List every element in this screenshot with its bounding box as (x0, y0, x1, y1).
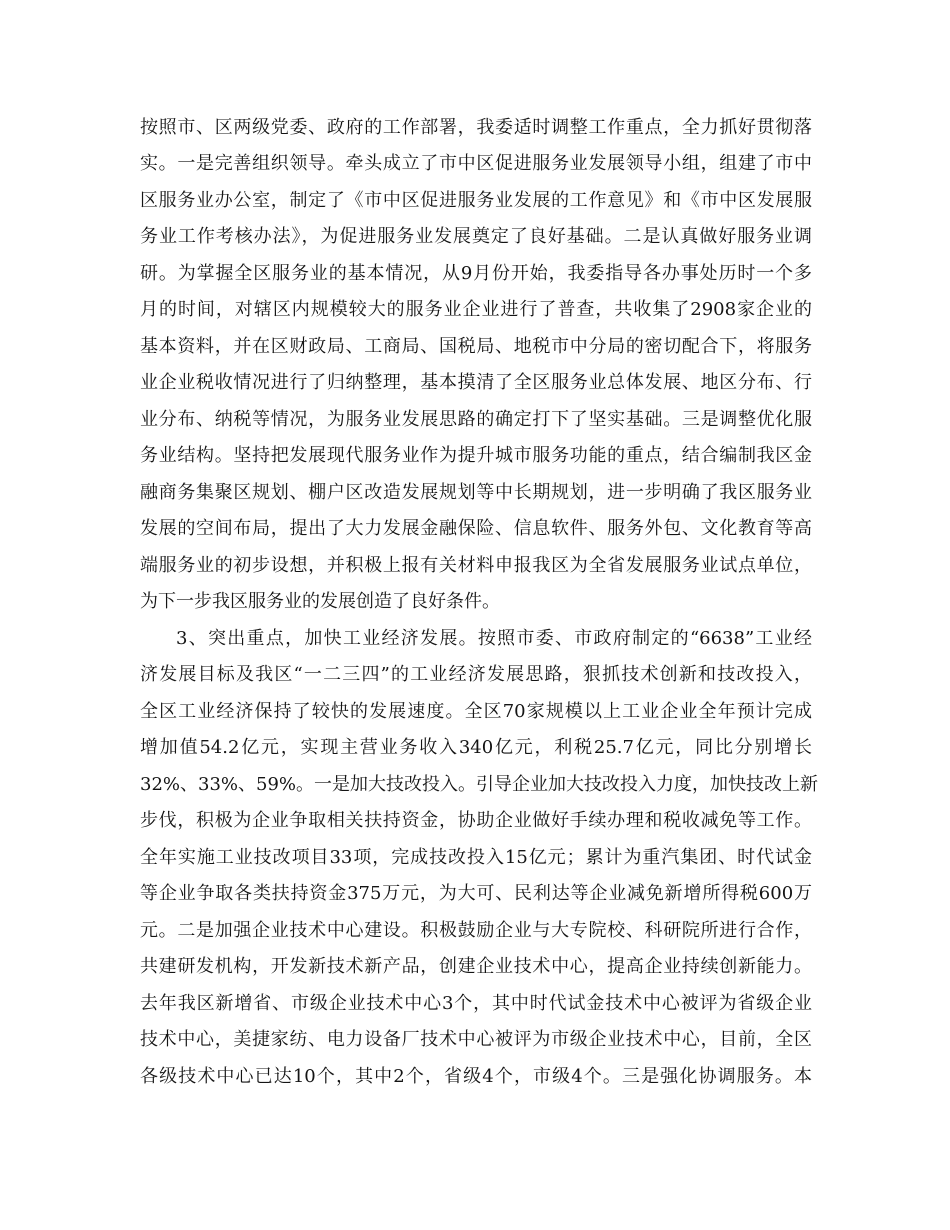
text-line: 业分布、纳税等情况，为服务业发展思路的确定打下了坚实基础。三是调整优化服 (140, 409, 812, 430)
text-line: 业企业税收情况进行了归纳整理，基本摸清了全区服务业总体发展、地区分布、行 (140, 372, 812, 393)
text-line: 技术中心，美捷家纺、电力设备厂技术中心被评为市级企业技术中心，目前，全区 (140, 1029, 812, 1050)
text-line: 端服务业的初步设想，并积极上报有关材料申报我区为全省发展服务业试点单位， (140, 555, 812, 576)
paragraph-first-line: 3、突出重点，加快工业经济发展。按照市委、市政府制定的“6638”工业经 (176, 628, 812, 649)
text-line: 步伐，积极为企业争取相关扶持资金，协助企业做好手续办理和税收减免等工作。 (140, 810, 812, 831)
text-line: 32%、33%、59%。一是加大技改投入。引导企业加大技改投入力度，加快技改上新 (140, 774, 819, 795)
text-line: 为下一步我区服务业的发展创造了良好条件。 (140, 591, 500, 612)
text-line: 实。一是完善组织领导。牵头成立了市中区促进服务业发展领导小组，组建了市中 (140, 153, 812, 174)
text-line: 共建研发机构，开发新技术新产品，创建企业技术中心，提高企业持续创新能力。 (140, 956, 812, 977)
text-line: 发展的空间布局，提出了大力发展金融保险、信息软件、服务外包、文化教育等高 (140, 518, 812, 539)
text-line: 研。为掌握全区服务业的基本情况，从9月份开始，我委指导各办事处历时一个多 (140, 263, 812, 284)
text-line: 务业工作考核办法》，为促进服务业发展奠定了良好基础。二是认真做好服务业调 (140, 226, 812, 247)
text-line: 区服务业办公室，制定了《市中区促进服务业发展的工作意见》和《市中区发展服 (140, 190, 812, 211)
text-line: 基本资料，并在区财政局、工商局、国税局、地税市中分局的密切配合下，将服务 (140, 336, 812, 357)
text-line: 去年我区新增省、市级企业技术中心3个，其中时代试金技术中心被评为省级企业 (140, 993, 812, 1014)
text-line: 月的时间，对辖区内规模较大的服务业企业进行了普查，共收集了2908家企业的 (140, 299, 812, 320)
text-line: 务业结构。坚持把发展现代服务业作为提升城市服务功能的重点，结合编制我区金 (140, 445, 812, 466)
text-line: 各级技术中心已达10个，其中2个，省级4个，市级4个。三是强化协调服务。本 (140, 1066, 812, 1087)
text-line: 全区工业经济保持了较快的发展速度。全区70家规模以上工业企业全年预计完成 (140, 701, 812, 722)
text-line: 元。二是加强企业技术中心建设。积极鼓励企业与大专院校、科研院所进行合作， (140, 920, 812, 941)
text-line: 等企业争取各类扶持资金375万元，为大可、民利达等企业减免新增所得税600万 (140, 883, 812, 904)
text-line: 融商务集聚区规划、棚户区改造发展规划等中长期规划，进一步明确了我区服务业 (140, 482, 812, 503)
text-line: 增加值54.2亿元，实现主营业务收入340亿元，利税25.7亿元，同比分别增长 (140, 737, 812, 758)
text-line: 全年实施工业技改项目33项，完成技改投入15亿元；累计为重汽集团、时代试金 (140, 847, 812, 868)
text-line: 按照市、区两级党委、政府的工作部署，我委适时调整工作重点，全力抓好贯彻落 (140, 117, 812, 138)
text-line: 济发展目标及我区“一二三四”的工业经济发展思路，狠抓技术创新和技改投入， (140, 664, 812, 685)
